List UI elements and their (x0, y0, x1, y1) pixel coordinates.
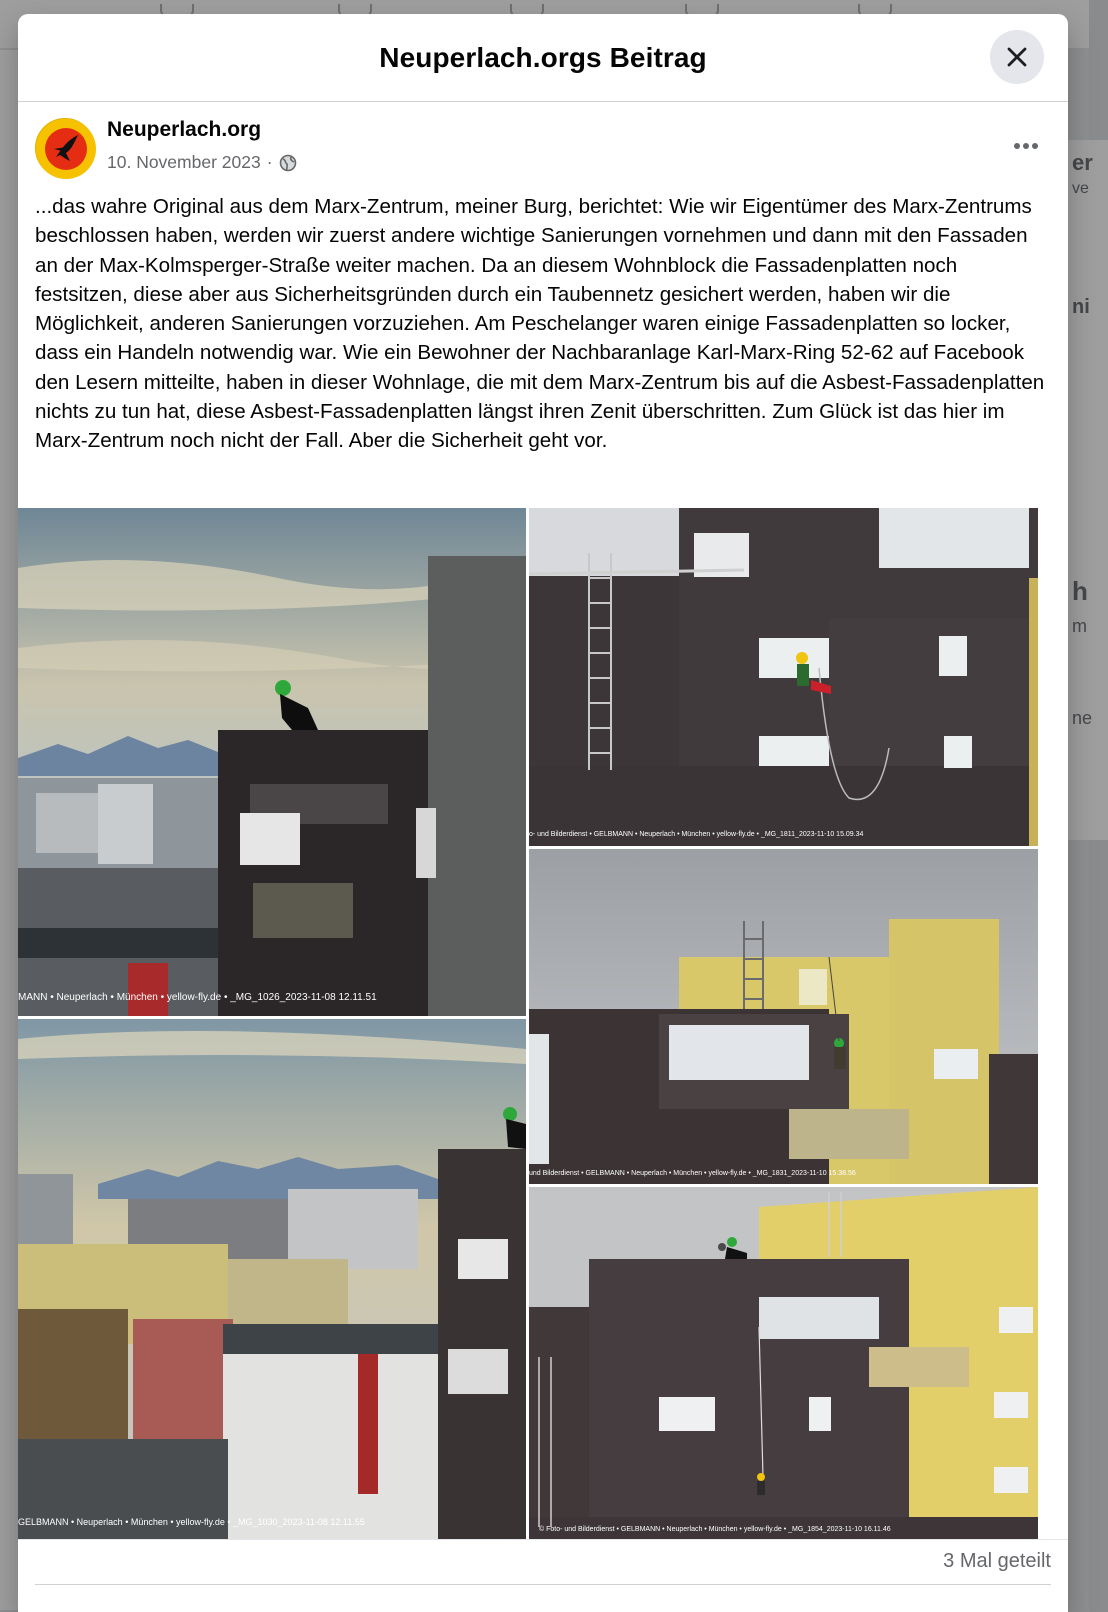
background-side-text: h (1072, 576, 1088, 606)
photo-3-watermark: und Bilderdienst • GELBMANN • Neuperlach • München • yellow-fly.de • _MG_1831_2023-11-10 15.38.56 (529, 1170, 856, 1177)
shares-count[interactable]: 3 Mal geteilt (943, 1550, 1051, 1572)
page-logo-icon (36, 119, 96, 179)
photo-5[interactable] (529, 1187, 1038, 1539)
photo-2[interactable] (529, 508, 1038, 846)
photo-1[interactable] (18, 508, 526, 1016)
photo-5-image (529, 1187, 1038, 1539)
background-right-card (1068, 140, 1108, 840)
photo-grid (18, 508, 1068, 1539)
globe-icon (279, 154, 297, 172)
post-date[interactable]: 10. November 2023 (107, 152, 261, 172)
background-side-text: er (1072, 150, 1093, 175)
meta-separator: · (266, 152, 273, 172)
more-icon (1013, 142, 1039, 150)
background-side-text: ni (1072, 296, 1090, 318)
dialog-title: Neuperlach.orgs Beitrag (379, 41, 707, 73)
post-footer (18, 1539, 1068, 1612)
post-author[interactable]: Neuperlach.org (107, 118, 262, 141)
photo-4-image (18, 1019, 526, 1539)
avatar[interactable] (35, 118, 95, 178)
post-meta (107, 152, 297, 173)
footer-divider (35, 1584, 1051, 1585)
photo-1-image (18, 508, 526, 1016)
post-dialog (18, 14, 1068, 1612)
background-left-card (0, 50, 20, 1610)
post-text: ...das wahre Original aus dem Marx-Zentrum, meiner Burg, berichtet: Wie wir Eigentümer des Marx-Zentrums beschlossen haben, werden wir zuerst andere wichtige Sanierungen vornehmen und dann mit den Fassaden an der Max-Kolmsperger-Straße weiter machen. Da an diesem Wohnblock die Fassadenplatten noch festsitzen, diese aber aus Sicherheitsgründen durch ein Taubennetz gesichert werden, haben wir die Möglichkeit, anderen Sanierungen vorzuziehen. Am Peschelanger waren einige Fassadenplatten so locker, dass ein Handeln notwendig war. Wie ein Bewohner der Nachbaranlage Karl-Marx-Ring 52-62 auf Facebook den Lesern mitteilte, haben in dieser Wohnlage, die mit dem Marx-Zentrum bis auf die Asbest-Fassadenplatten nichts zu tun hat, diese Asbest-Fassadenplatten längst ihren Zenit überschritten. Zum Glück ist das hier im Marx-Zentrum noch nicht der Fall. Aber die Sicherheit geht vor. (35, 195, 1045, 453)
close-button[interactable] (990, 30, 1044, 84)
background-side-text: ne (1072, 708, 1093, 728)
photo-2-watermark: o- und Bilderdienst • GELBMANN • Neuperlach • München • yellow-fly.de • _MG_1811_2023-11-10 15.09.34 (529, 831, 864, 838)
photo-5-watermark: © Foto- und Bilderdienst • GELBMANN • Neuperlach • München • yellow-fly.de • _MG_1854_2023-11-10 16.11.46 (539, 1526, 891, 1533)
photo-1-watermark: MANN • Neuperlach • München • yellow-fly.de • _MG_1026_2023-11-08 12.11.51 (18, 992, 377, 1003)
more-options-button[interactable] (1006, 130, 1046, 162)
post-header (18, 102, 1068, 182)
background-side-text: ve (1072, 180, 1089, 197)
photo-2-image (529, 508, 1038, 846)
photo-3[interactable] (529, 849, 1038, 1184)
photo-4[interactable] (18, 1019, 526, 1539)
close-icon (1005, 45, 1029, 69)
photo-3-image (529, 849, 1038, 1184)
dialog-header (18, 14, 1068, 102)
photo-4-watermark: GELBMANN • Neuperlach • München • yellow-fly.de • _MG_1030_2023-11-08 12.11.55 (18, 1517, 365, 1527)
background-side-text: m (1072, 616, 1087, 636)
